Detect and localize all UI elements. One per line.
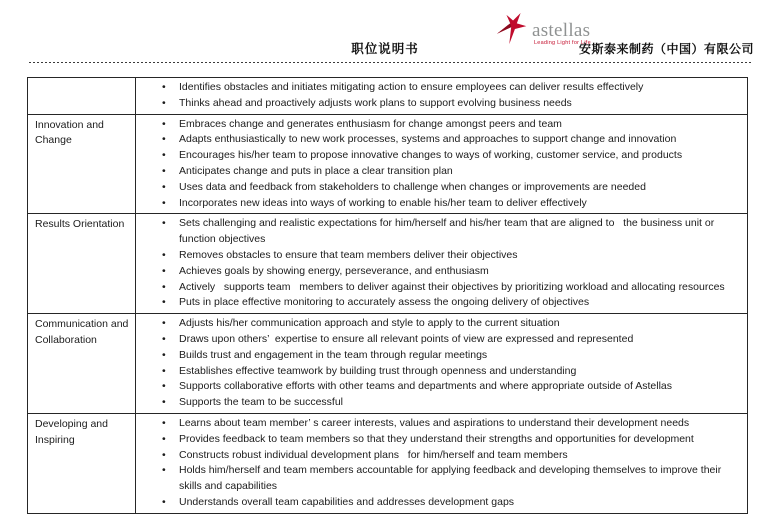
astellas-logo (497, 12, 591, 47)
bullet-list (136, 117, 741, 212)
bullet-item: • Incorporates new ideas into ways of working to enable his/her team to deliver effectively (136, 196, 741, 212)
row-label: Results Orientation (35, 218, 125, 231)
bullet-item: • Holds him/herself and team members accountable for applying feedback and developing themselves to improve their skills and capabilities (136, 463, 741, 495)
document-title: 职位说明书 (351, 42, 419, 56)
bullet-item: • Sets challenging and realistic expectations for him/herself and his/her team that are aligned to the business unit or function objectives (136, 216, 741, 248)
competency-table (27, 77, 748, 514)
astellas-star-icon (497, 12, 531, 46)
bullet-item: • Supports the team to be successful (136, 395, 741, 411)
bullet-item: • Removes obstacles to ensure that team members deliver their objectives (136, 248, 741, 264)
bullet-item: • Anticipates change and puts in place a clear transition plan (136, 164, 741, 180)
bullet-item: • Establishes effective teamwork by building trust through openness and understanding (136, 364, 741, 380)
astellas-wordmark: astellas (532, 20, 591, 41)
bullet-list (136, 316, 741, 411)
bullet-item: • Puts in place effective monitoring to accurately assess the ongoing delivery of objectives (136, 295, 741, 311)
table-row (28, 413, 748, 513)
table-row (28, 314, 748, 414)
bullet-list (136, 80, 741, 112)
bullet-item: • Supports collaborative efforts with other teams and departments and where appropriate outside of Astellas (136, 379, 741, 395)
bullet-item: • Provides feedback to team members so that they understand their strengths and opportunities for development (136, 432, 741, 448)
bullet-item: • Builds trust and engagement in the team through regular meetings (136, 348, 741, 364)
bullet-item: • Learns about team member’ s career interests, values and aspirations to understand their development needs (136, 416, 741, 432)
bullet-item: • Understands overall team capabilities and addresses development gaps (136, 495, 741, 511)
bullet-item: • Adjusts his/her communication approach and style to apply to the current situation (136, 316, 741, 332)
company-name: 安斯泰来制药（中国）有限公司 (578, 42, 754, 56)
bullet-item: • Achieves goals by showing energy, perseverance, and enthusiasm (136, 264, 741, 280)
row-label: Developing and Inspiring (35, 417, 108, 446)
bullet-item: • Encourages his/her team to propose innovative changes to ways of working, customer service, and products (136, 148, 741, 164)
competency-table-body (28, 78, 748, 514)
bullet-item: • Identifies obstacles and initiates mitigating action to ensure employees can deliver results effectively (136, 80, 741, 96)
bullet-item: • Embraces change and generates enthusiasm for change amongst peers and team (136, 117, 741, 133)
table-row (28, 78, 748, 115)
bullet-list (136, 416, 741, 511)
bullet-item: • Uses data and feedback from stakeholders to challenge when changes or improvements are needed (136, 180, 741, 196)
bullet-item: • Thinks ahead and proactively adjusts work plans to support evolving business needs (136, 96, 741, 112)
bullet-item: • Draws upon others’ expertise to ensure all relevant points of view are expressed and represented (136, 332, 741, 348)
table-row (28, 214, 748, 314)
bullet-item: • Constructs robust individual development plans for him/herself and team members (136, 448, 741, 464)
bullet-list (136, 216, 741, 311)
table-row (28, 114, 748, 214)
astellas-tagline: Leading Light for Life (534, 40, 591, 46)
header-divider (29, 62, 753, 63)
bullet-item: • Actively supports team members to deliver against their objectives by prioritizing workload and allocating resources (136, 280, 741, 296)
bullet-item: • Adapts enthusiastically to new work processes, systems and approaches to support change and innovation (136, 132, 741, 148)
row-label: Communication and Collaboration (35, 318, 129, 346)
row-label: Innovation and Change (35, 118, 104, 147)
